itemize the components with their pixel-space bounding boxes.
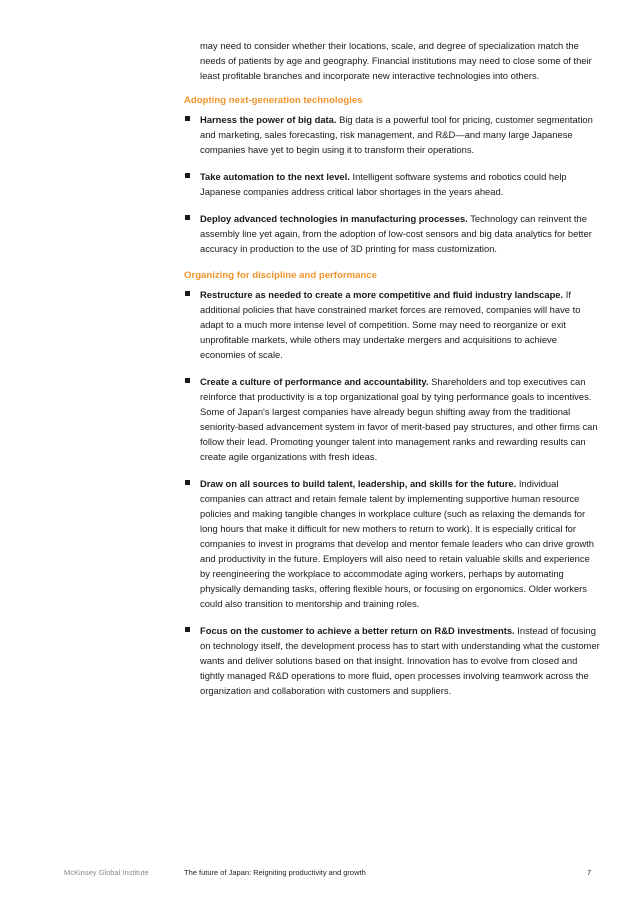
square-bullet-icon <box>185 215 190 220</box>
square-bullet-icon <box>185 627 190 632</box>
square-bullet-icon <box>185 480 190 485</box>
intro-paragraph: may need to consider whether their locations, scale, and degree of specialization match the needs of patients by age and geography. Financial institutions may need to close some of their least profitable branches and incorporate new interactive technologies into others. <box>200 40 592 81</box>
bullet-body: Instead of focusing on technology itself, the development process has to start with understanding what the customer wants and deliver solutions based on that insight. Innovation has to evolve from closed and tightly managed R&D operations to more fluid, open processes involving teamwork across the organization and collaboration with customers and suppliers. <box>200 625 600 696</box>
bullet-item <box>200 287 600 362</box>
bullet-text <box>200 287 600 362</box>
page-number: 7 <box>587 868 592 877</box>
bullet-text <box>200 374 600 464</box>
square-bullet-icon <box>185 173 190 178</box>
footer-report-title: The future of Japan: Reigniting productivity and growth <box>184 868 366 877</box>
bullet-body: Shareholders and top executives can reinforce that productivity is a top organizational goal by tying performance goals to incentives. Some of Japan's largest companies have already begun shifting away from the traditional seniority-based advancement system in favor of merit-based pay structures, and other firms can follow their lead. Promoting younger talent into management ranks and rewarding results can create agile organizations with fresh ideas. <box>200 376 598 462</box>
bullet-body: If additional policies that have constrained market forces are removed, companies will have to adapt to a much more intense level of competition. Some may need to reorganize or exit unprofitable markets, while others may undertake mergers and acquisitions to achieve economies of scale. <box>200 289 581 360</box>
section-heading: Adopting next-generation technologies <box>184 95 363 106</box>
bullet-text <box>200 476 600 611</box>
section-heading: Organizing for discipline and performance <box>184 270 377 281</box>
bullet-item <box>200 476 600 611</box>
square-bullet-icon <box>185 378 190 383</box>
bullet-lead: Deploy advanced technologies in manufacturing processes. <box>200 213 468 224</box>
bullet-lead: Restructure as needed to create a more competitive and fluid industry landscape. <box>200 289 564 300</box>
square-bullet-icon <box>185 116 190 121</box>
section-organizing <box>184 268 600 698</box>
bullet-item <box>200 211 600 256</box>
bullet-item <box>200 623 600 698</box>
bullet-body: Intelligent software systems and robotics could help Japanese companies address critical labor shortages in the years ahead. <box>200 171 567 197</box>
section-technologies <box>184 93 600 256</box>
bullet-body: Big data is a powerful tool for pricing, customer segmentation and marketing, sales forecasting, risk management, and R&D—and many large Japanese companies have yet to begin using it to transform their operations. <box>200 114 593 155</box>
bullet-lead: Focus on the customer to achieve a better return on R&D investments. <box>200 625 515 636</box>
bullet-text <box>200 169 600 199</box>
bullet-lead: Take automation to the next level. <box>200 171 350 182</box>
footer-publisher: McKinsey Global Institute <box>64 868 149 877</box>
bullet-item <box>200 374 600 464</box>
bullet-item <box>200 169 600 199</box>
bullet-text <box>200 623 600 698</box>
bullet-body: Individual companies can attract and retain female talent by implementing supportive human resource policies and making tangible changes in workplace culture (such as relaxing the demands for long hours that make it difficult for new mothers to return to work). It is especially critical for companies to invest in programs that develop and mentor female leaders who can drive growth and productivity in the future. Employers will also need to retain valuable skills and experience by reengineering the workplace to accommodate aging workers, perhaps by automating physically demanding tasks, offering flexible hours, or focusing on ergonomics. Older workers could also transition to mentorship and training roles. <box>200 478 594 609</box>
bullet-lead: Harness the power of big data. <box>200 114 337 125</box>
bullet-lead: Create a culture of performance and accountability. <box>200 376 429 387</box>
square-bullet-icon <box>185 291 190 296</box>
body-content <box>184 38 600 710</box>
bullet-text <box>200 211 600 256</box>
bullet-lead: Draw on all sources to build talent, leadership, and skills for the future. <box>200 478 517 489</box>
bullet-text <box>200 112 600 157</box>
bullet-item <box>200 112 600 157</box>
bullet-body: Technology can reinvent the assembly line yet again, from the adoption of low-cost sensors and big data analytics for better accuracy in production to the use of 3D printing for mass customization. <box>200 213 592 254</box>
